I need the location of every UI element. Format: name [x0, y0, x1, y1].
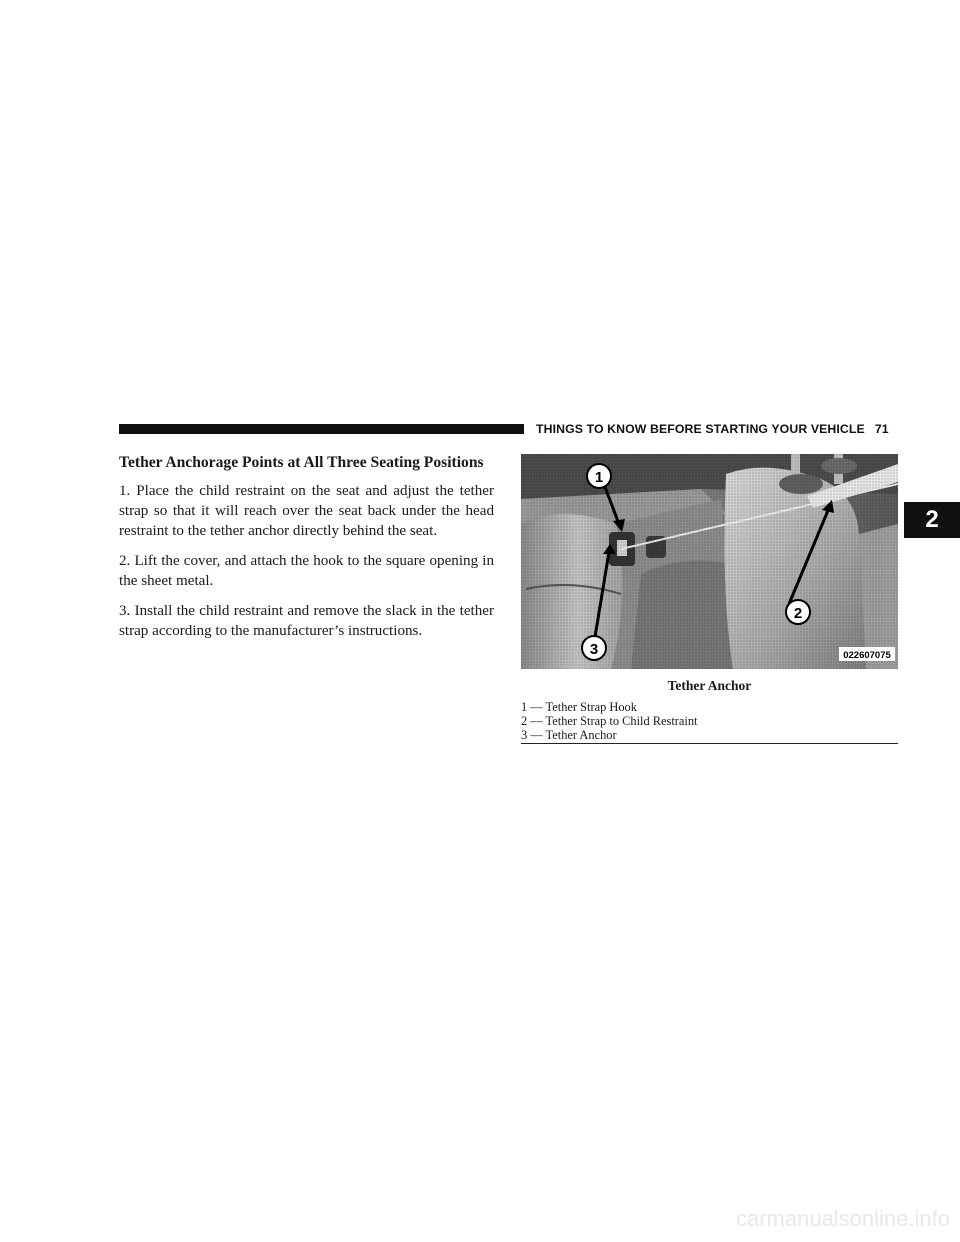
svg-text:2: 2 — [793, 605, 803, 622]
svg-text:1: 1 — [594, 469, 604, 486]
chapter-tab: 2 — [904, 502, 960, 538]
figure-caption: Tether Anchor — [667, 678, 752, 693]
callout-1 — [587, 464, 611, 488]
figure-code: 022607075 — [843, 650, 891, 661]
running-header — [536, 421, 896, 437]
legend-item-1: 1 — Tether Strap Hook — [521, 700, 637, 714]
tether-anchor-illustration — [521, 454, 898, 669]
section-title: Tether Anchorage Points at All Three Seating Positions — [119, 454, 484, 471]
callout-3 — [582, 636, 606, 660]
header-rule — [119, 424, 524, 434]
step-3: 3. Install the child restraint and remove the slack in the tether strap according to the manufacturer’s instructions. — [119, 603, 494, 639]
step-1: 1. Place the child restraint on the seat and adjust the tether strap so that it will reach over the seat back under the head restraint to the tether anchor directly behind the seat. — [119, 483, 494, 539]
legend-item-3: 3 — Tether Anchor — [521, 728, 617, 742]
step-2: 2. Lift the cover, and attach the hook to the square opening in the sheet metal. — [119, 553, 494, 589]
page-number: 71 — [874, 422, 889, 436]
legend-item-2: 2 — Tether Strap to Child Restraint — [521, 714, 698, 728]
main-text-column — [119, 453, 494, 651]
watermark: carmanualsonline.info — [735, 1206, 950, 1231]
header-section-title: THINGS TO KNOW BEFORE STARTING YOUR VEHICLE — [536, 422, 865, 436]
callout-2 — [786, 600, 810, 624]
figure-legend — [521, 700, 898, 744]
svg-text:3: 3 — [589, 641, 599, 658]
